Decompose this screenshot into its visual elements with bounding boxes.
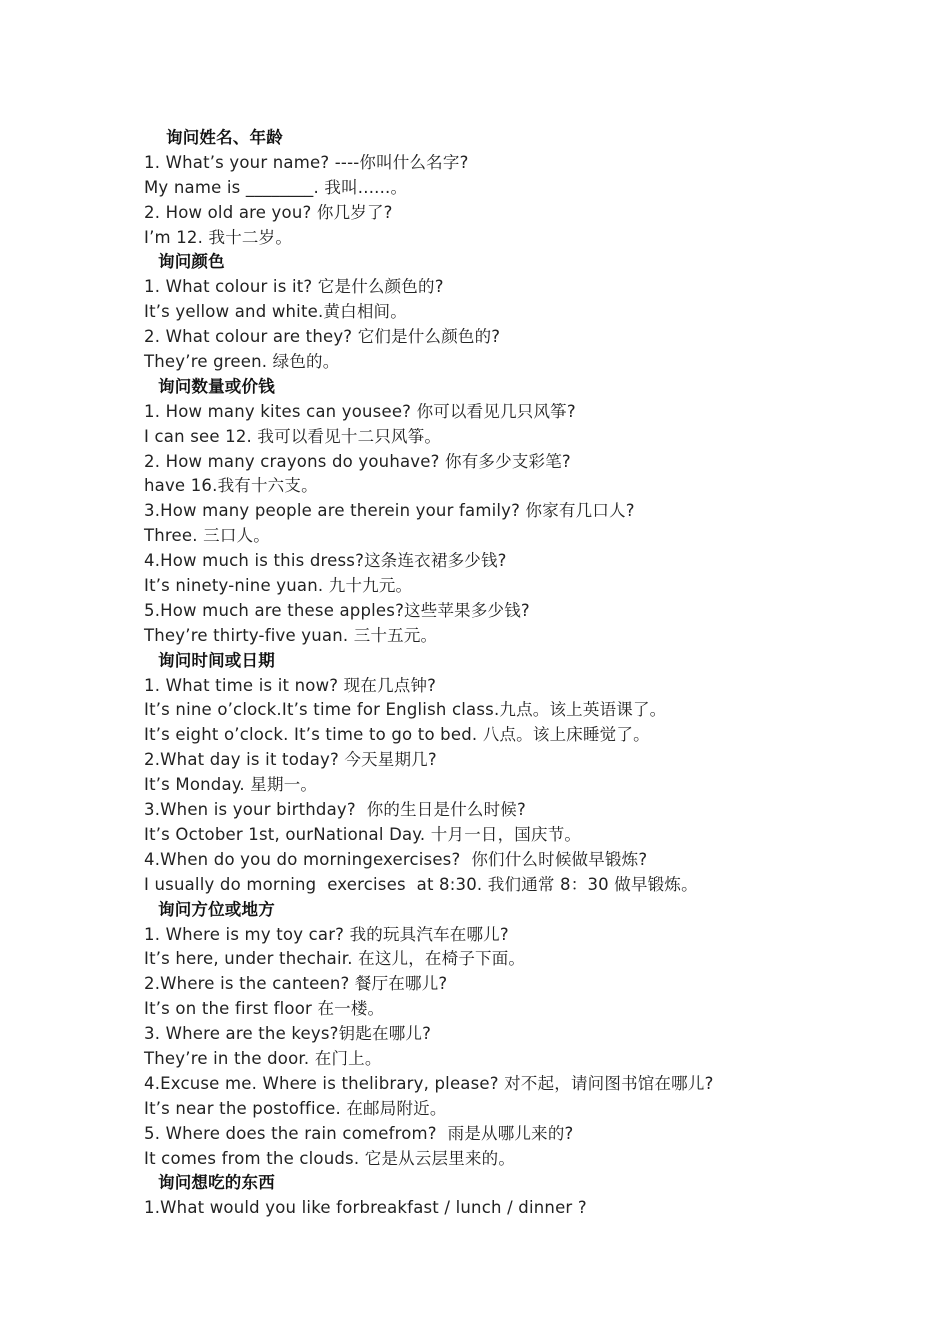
- document-page: [144, 126, 924, 1221]
- text-line: They’re in the door. 在门上。: [144, 1048, 382, 1068]
- text-line: I usually do morning exercises at 8:30. 我们通常 8：30 做早锻炼。: [144, 874, 698, 894]
- text-line: 3.When is your birthday? 你的生日是什么时候?: [144, 800, 526, 820]
- text-line: It’s nine o’clock.It’s time for English class.九点。该上英语课了。: [144, 700, 667, 720]
- text-line: 5. Where does the rain comefrom? 雨是从哪儿来的?: [144, 1123, 574, 1143]
- text-line: have 16.我有十六支。: [144, 476, 318, 496]
- section-heading: 询问方位或地方: [158, 899, 275, 919]
- text-line: Three. 三口人。: [144, 526, 270, 546]
- text-line: 5.How much are these apples?这些苹果多少钱?: [144, 600, 530, 620]
- text-line: I’m 12. 我十二岁。: [144, 227, 293, 247]
- text-line: 1. What colour is it? 它是什么颜色的?: [144, 277, 444, 297]
- text-line: 1. Where is my toy car? 我的玩具汽车在哪儿?: [144, 924, 509, 944]
- section-colour: [144, 250, 924, 374]
- text-line: They’re thirty-five yuan. 三十五元。: [144, 625, 438, 645]
- section-heading: 询问数量或价钱: [158, 376, 275, 396]
- text-line: It’s on the first floor 在一楼。: [144, 999, 385, 1019]
- text-line: It’s near the postoffice. 在邮局附近。: [144, 1098, 447, 1118]
- text-line: 2. What colour are they? 它们是什么颜色的?: [144, 327, 501, 347]
- text-line: It’s yellow and white.黄白相间。: [144, 302, 407, 322]
- text-line: 1.What would you like forbreakfast / lunch / dinner ?: [144, 1198, 587, 1218]
- text-line: I can see 12. 我可以看见十二只风筝。: [144, 426, 442, 446]
- section-heading: 询问想吃的东西: [158, 1173, 275, 1193]
- text-line: It’s October 1st, ourNational Day. 十月一日，国庆节。: [144, 824, 582, 844]
- text-line: 2.What day is it today? 今天星期几?: [144, 750, 437, 770]
- section-location: [144, 898, 924, 1172]
- text-line: 4.How much is this dress?这条连衣裙多少钱?: [144, 551, 507, 571]
- text-line: 2.Where is the canteen? 餐厅在哪儿?: [144, 974, 448, 994]
- text-line: It’s here, under thechair. 在这儿，在椅子下面。: [144, 949, 526, 969]
- text-line: 3. Where are the keys?钥匙在哪儿?: [144, 1024, 432, 1044]
- text-line: 3.How many people are therein your family? 你家有几口人?: [144, 501, 635, 521]
- section-time-date: [144, 649, 924, 898]
- text-line: 1. What’s your name? ----你叫什么名字?: [144, 152, 469, 172]
- text-line: They’re green. 绿色的。: [144, 352, 340, 372]
- text-line: 4.Excuse me. Where is thelibrary, please? 对不起，请问图书馆在哪儿?: [144, 1073, 714, 1093]
- section-heading: 询问时间或日期: [158, 650, 275, 670]
- text-line: 1. What time is it now? 现在几点钟?: [144, 675, 437, 695]
- text-line: It comes from the clouds. 它是从云层里来的。: [144, 1148, 516, 1168]
- section-quantity-price: [144, 375, 924, 649]
- text-line: 4.When do you do morningexercises? 你们什么时候做早锻炼?: [144, 849, 648, 869]
- text-line: 1. How many kites can yousee? 你可以看见几只风筝?: [144, 401, 576, 421]
- section-name-age: [144, 126, 924, 250]
- text-line: It’s eight o’clock. It’s time to go to bed. 八点。该上床睡觉了。: [144, 725, 650, 745]
- text-line: It’s Monday. 星期一。: [144, 775, 318, 795]
- text-line: My name is ________. 我叫......。: [144, 177, 408, 197]
- text-line: 2. How many crayons do youhave? 你有多少支彩笔?: [144, 451, 571, 471]
- section-food: [144, 1171, 924, 1221]
- section-heading: 询问姓名、年龄: [166, 128, 283, 147]
- section-heading: 询问颜色: [158, 252, 225, 272]
- text-line: It’s ninety-nine yuan. 九十九元。: [144, 576, 413, 596]
- text-line: 2. How old are you? 你几岁了?: [144, 202, 393, 222]
